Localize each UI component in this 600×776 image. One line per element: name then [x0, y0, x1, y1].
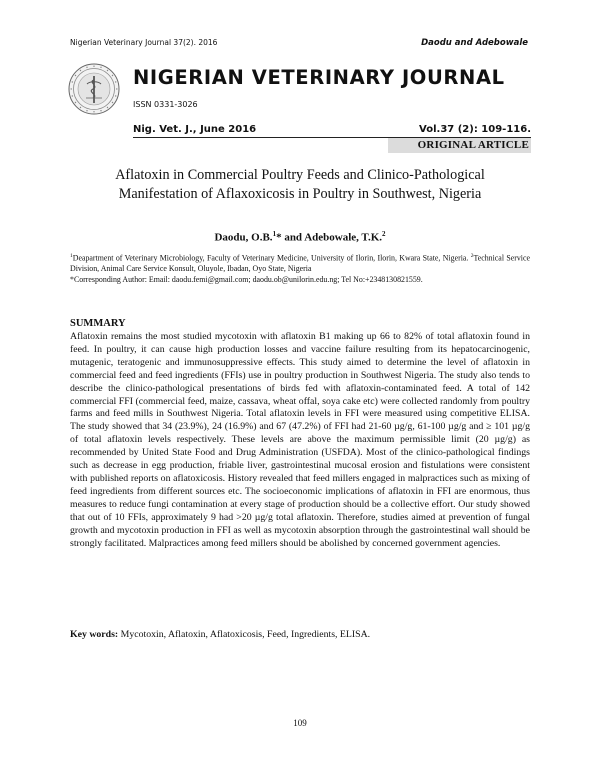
summary-heading: SUMMARY — [70, 318, 126, 329]
issn: ISSN 0331-3026 — [133, 100, 198, 109]
author-affiliation-mark: 2 — [382, 230, 386, 238]
journal-seal-icon — [68, 63, 120, 115]
citation-volume: Vol.37 (2): 109-116. — [419, 124, 531, 135]
summary-body: Aflatoxin remains the most studied mycotoxin with aflatoxin B1 making up 66 to 82% of total aflatoxin found in feed. In poultry, it can cause high production losses and vaccine failure resulting from its hepatocarcinogenic, mutagenic, teratogenic and immunosuppressive effects. This study aimed to determine the level of aflatoxin in commercial feed and feed ingredients (FFIs) use in poultry production in Southwest Nigeria. The study also tends to describe the clinico-pathological presentations of birds fed with aflatoxin-contaminated feed. A total of 142 commercial FFI (commercial feed, maize, cassava, wheat offal, soya cake etc) were collected randomly from poultry farms and feed mills in Southwest Nigeria. Total aflatoxin levels in FFI were measured using competitive ELISA. The study showed that 34 (23.9%), 24 (16.9%) and 67 (47.2%) of FFI had 21-60 µg/g, 61-100 µg/g and ≥ 101 µg/g of total aflatoxin levels respectively. These levels are above the maximum permissible limit (20 µg/g) as recommended by United State Food and Drug Administration (USFDA). Most of the clinico-pathological findings such as decrease in egg production, friable liver, gastrointestinal mucosal erosion and fistulations were consistent with published reports on aflatoxicosis. History revealed that feed millers engaged in malpractices such as mixing of feed ingredients from different sources etc. The socioeconomic implications of aflatoxin in FFI are enormous, thus measures to reduce fungi contamination at every stage of production should be a collective effort. Our study showed that out of 10 FFIs, approximately 9 had >20 µg/g total aflatoxin. Therefore, studies aimed at prevention of fungal growth and mycotoxin production in FFI as well as mycotoxin absorption through the gastrointestinal wall should be strongly facilitated. Malpractices among feed millers should be abolished by concerned government agencies. — [70, 331, 530, 549]
affiliation-text: Technical Service Division, Animal Care Service Konsult, Oluyole, Ibadan, Oyo State, Nigeria — [70, 253, 531, 274]
author-name: Daodu, O.B. — [214, 231, 273, 244]
corresponding-author: *Corresponding Author: Email: daodu.femi@gmail.com; daodu.ob@unilorin.edu.ng; Tel No:+2348130821559. — [70, 274, 423, 284]
page-number: 109 — [293, 718, 307, 728]
author-name: and Adebowale, T.K. — [281, 231, 383, 244]
citation-date: Nig. Vet. J., June 2016 — [133, 124, 257, 135]
article-title — [70, 166, 530, 204]
journal-name: NIGERIAN VETERINARY JOURNAL — [133, 66, 505, 89]
running-header-left: Nigerian Veterinary Journal 37(2). 2016 — [70, 38, 218, 47]
affiliations — [70, 251, 530, 285]
affiliation-text: Deapartment of Veterinary Microbiology, Faculty of Veterinary Medicine, University of Ilorin, Ilorin, Kwara State, Nigeria. — [72, 253, 471, 263]
author-affiliation-mark: 1 — [272, 230, 277, 238]
article-title-line: Aflatoxin in Commercial Poultry Feeds and Clinico-Pathological — [115, 167, 485, 183]
keywords — [70, 629, 530, 640]
affiliation-mark: 1 — [70, 253, 73, 259]
author-list — [70, 230, 530, 244]
article-type-badge: ORIGINAL ARTICLE — [388, 138, 531, 153]
corresponding-mark: * — [276, 231, 282, 244]
keywords-label: Key words: — [70, 629, 119, 640]
keywords-list: Mycotoxin, Aflatoxin, Aflatoxicosis, Feed, Ingredients, ELISA. — [118, 629, 371, 640]
affiliation-mark: 2 — [470, 253, 474, 259]
running-header-right: Daodu and Adebowale — [421, 38, 528, 48]
article-title-line: Manifestation of Aflaxoxicosis in Poultry in Southwest, Nigeria — [118, 186, 482, 202]
